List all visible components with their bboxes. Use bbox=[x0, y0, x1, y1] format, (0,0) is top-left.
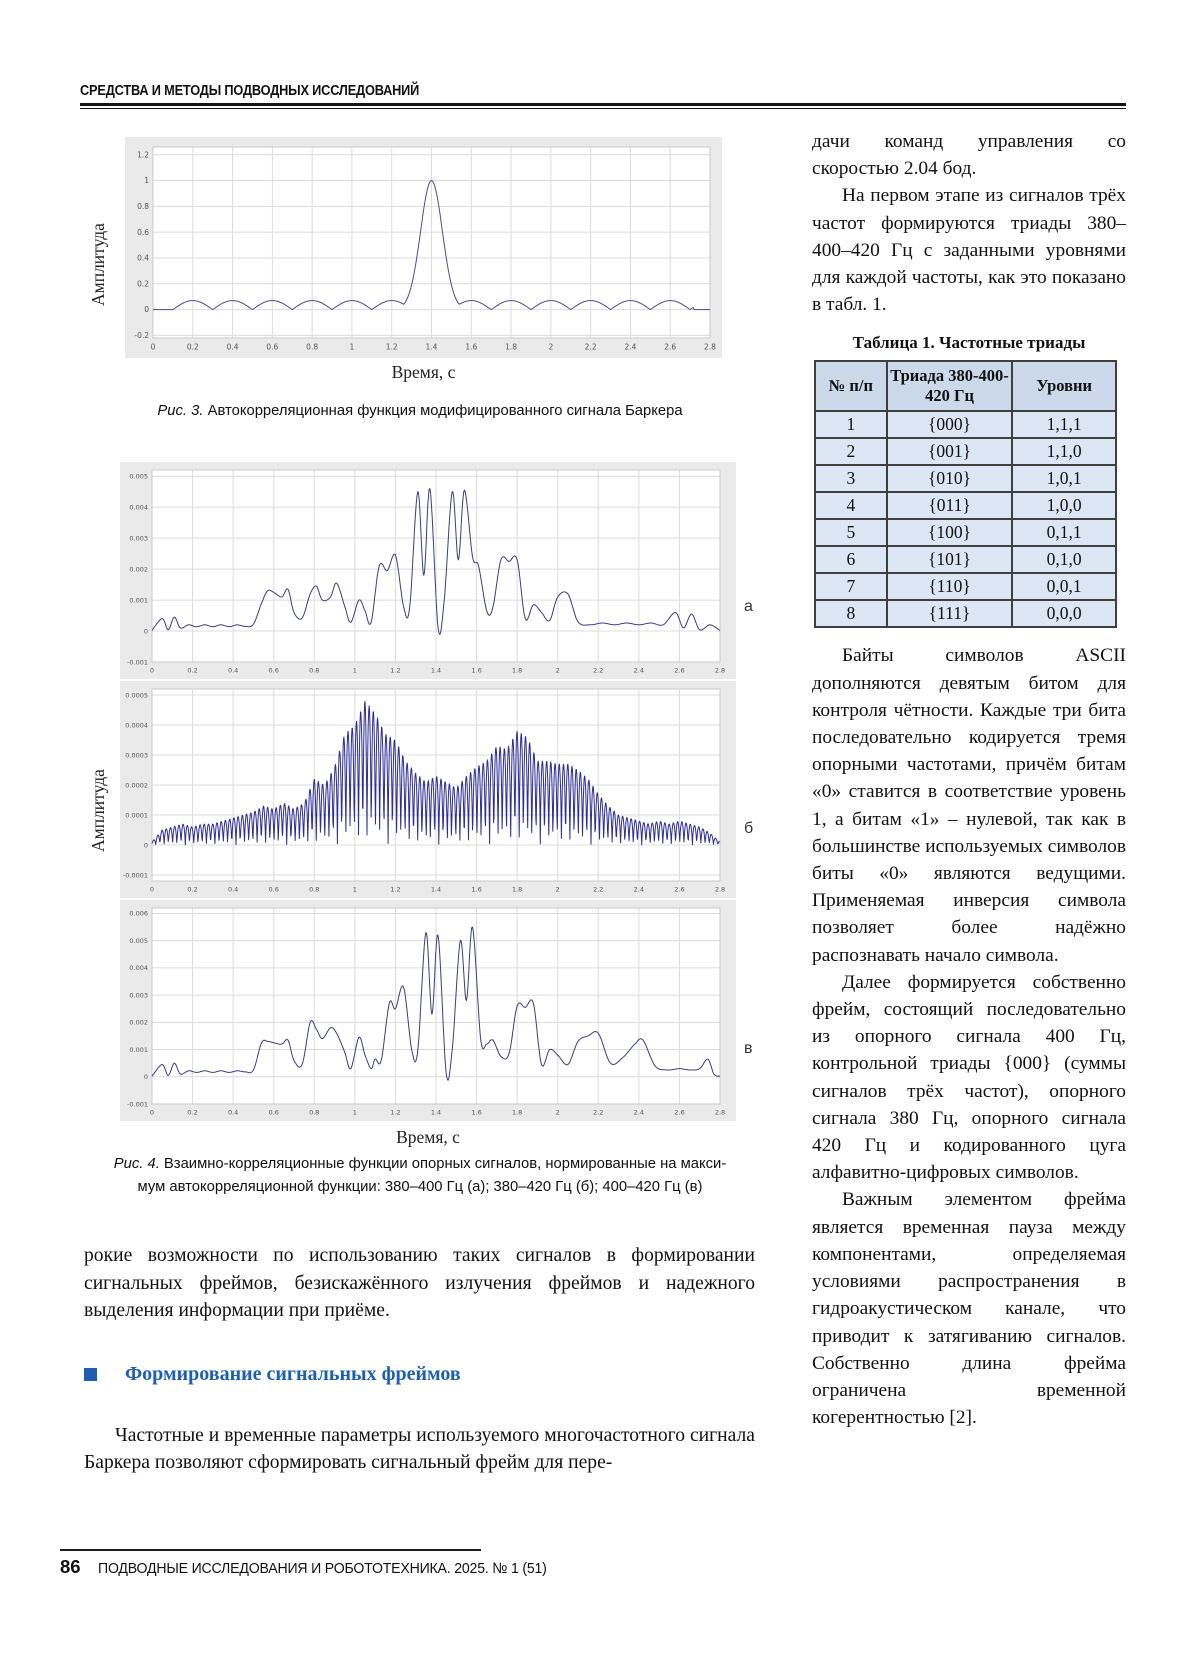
paragraph: Важным элементом фрейма является временная пауза между компонентами, определяемая условиями распространения в гидроакустическом канале, что приводит к затягиванию сигналов. Собственно длина фрейма ограничена временной когерентностью [2]. bbox=[812, 1189, 1126, 1429]
table-row bbox=[815, 546, 1116, 573]
svg-text:0.003: 0.003 bbox=[129, 991, 148, 1000]
svg-text:0.2: 0.2 bbox=[187, 1108, 198, 1117]
page-number: 86 bbox=[60, 1556, 81, 1577]
fig3-chart bbox=[125, 137, 722, 358]
svg-text:0.4: 0.4 bbox=[137, 253, 149, 263]
svg-text:1.6: 1.6 bbox=[471, 885, 482, 894]
fig4b-plot bbox=[120, 681, 736, 898]
footer-journal-title: ПОДВОДНЫЕ ИССЛЕДОВАНИЯ И РОБОТОТЕХНИКА. 2025. № 1 (51) bbox=[97, 1560, 547, 1577]
svg-text:0.0005: 0.0005 bbox=[125, 691, 148, 700]
svg-text:1.4: 1.4 bbox=[430, 885, 442, 894]
table-cell: 8 bbox=[815, 600, 887, 627]
section-heading-text: Формирование сигнальных фреймов bbox=[125, 1362, 461, 1385]
table-header-cell: Триада 380-400-420 Гц bbox=[887, 361, 1013, 411]
table-cell: 5 bbox=[815, 519, 887, 546]
svg-text:1.2: 1.2 bbox=[137, 150, 149, 160]
svg-text:0: 0 bbox=[144, 305, 149, 315]
fig4-subplot-a-label: а bbox=[744, 598, 753, 615]
svg-text:1.6: 1.6 bbox=[465, 342, 478, 352]
svg-text:-0.0001: -0.0001 bbox=[122, 871, 148, 880]
svg-text:1.4: 1.4 bbox=[425, 342, 438, 352]
table-cell: 0,0,0 bbox=[1012, 600, 1116, 627]
fig4-subplot-b-chart bbox=[120, 681, 736, 898]
svg-text:2.8: 2.8 bbox=[714, 1108, 726, 1117]
svg-text:-0.2: -0.2 bbox=[134, 331, 149, 341]
svg-text:0.4: 0.4 bbox=[227, 885, 239, 894]
table-cell: 1,1,0 bbox=[1012, 438, 1116, 465]
svg-text:2.2: 2.2 bbox=[593, 1108, 604, 1117]
fig4c-plot bbox=[120, 900, 736, 1121]
svg-text:2.8: 2.8 bbox=[704, 342, 716, 352]
table-row bbox=[815, 411, 1116, 438]
svg-text:0.6: 0.6 bbox=[268, 1108, 279, 1117]
fig4-subplot-a-chart bbox=[120, 462, 736, 679]
svg-text:0.6: 0.6 bbox=[268, 666, 279, 675]
running-head-rule bbox=[80, 103, 1126, 109]
table-cell: {001} bbox=[887, 438, 1013, 465]
svg-text:0.8: 0.8 bbox=[137, 201, 149, 211]
svg-text:2.2: 2.2 bbox=[593, 885, 604, 894]
svg-text:0.2: 0.2 bbox=[187, 666, 198, 675]
fig4-caption-label: Рис. 4. bbox=[113, 1156, 160, 1172]
table-cell: {100} bbox=[887, 519, 1013, 546]
svg-text:1: 1 bbox=[352, 1108, 357, 1117]
svg-text:2.6: 2.6 bbox=[664, 342, 677, 352]
svg-text:2.8: 2.8 bbox=[714, 666, 726, 675]
svg-text:0: 0 bbox=[150, 342, 156, 352]
table-row bbox=[815, 465, 1116, 492]
table-cell: 3 bbox=[815, 465, 887, 492]
svg-text:1.8: 1.8 bbox=[511, 885, 523, 894]
paragraph: рокие возможности по использованию таких сигналов в формировании сигнальных фреймов, безискажённого излучения фреймов и надежного выделения информации при приёме. bbox=[84, 1245, 755, 1321]
svg-text:2.8: 2.8 bbox=[714, 885, 726, 894]
left-text-column bbox=[84, 1242, 755, 1477]
table-cell: 2 bbox=[815, 438, 887, 465]
svg-text:0.003: 0.003 bbox=[129, 534, 148, 543]
paragraph: дачи команд управления со скоростью 2.04 бод. bbox=[812, 131, 1126, 180]
table-cell: {010} bbox=[887, 465, 1013, 492]
svg-text:1: 1 bbox=[352, 666, 357, 675]
fig4-x-axis-label: Время, с bbox=[396, 1127, 460, 1147]
table-cell: 4 bbox=[815, 492, 887, 519]
table-row bbox=[815, 600, 1116, 627]
table-row bbox=[815, 573, 1116, 600]
table-cell: 1,1,1 bbox=[1012, 411, 1116, 438]
table-cell: {101} bbox=[887, 546, 1013, 573]
svg-text:0.6: 0.6 bbox=[268, 885, 279, 894]
fig4-caption-line1: Рис. 4. Взаимно-корреляционные функции опорных сигналов, нормированные на макси- bbox=[113, 1156, 727, 1172]
paragraph: На первом этапе из сигналов трёх частот формируются триады 380–400–420 Гц с заданными уровнями для каждой частоты, как это показано в табл. 1. bbox=[812, 185, 1126, 316]
table-cell: 1,0,0 bbox=[1012, 492, 1116, 519]
svg-text:1.4: 1.4 bbox=[430, 666, 442, 675]
svg-text:0.4: 0.4 bbox=[226, 342, 239, 352]
svg-text:0.0004: 0.0004 bbox=[125, 721, 148, 730]
fig3-x-axis-label: Время, с bbox=[391, 362, 456, 382]
svg-text:0: 0 bbox=[149, 1108, 155, 1117]
table-cell: 0,1,0 bbox=[1012, 546, 1116, 573]
svg-text:0.4: 0.4 bbox=[227, 1108, 239, 1117]
fig4-y-axis-label: Амплитуда bbox=[88, 769, 108, 852]
fig4-caption-line2: мум автокорреляционной функции: 380–400 Гц (а); 380–420 Гц (б); 400–420 Гц (в) bbox=[137, 1179, 703, 1195]
table-row bbox=[815, 492, 1116, 519]
svg-text:1.6: 1.6 bbox=[471, 666, 482, 675]
svg-text:0.0002: 0.0002 bbox=[125, 781, 148, 790]
table-header-cell: № п/п bbox=[815, 361, 887, 411]
svg-text:0.006: 0.006 bbox=[129, 909, 148, 918]
section-heading bbox=[84, 1363, 755, 1386]
svg-text:2.4: 2.4 bbox=[633, 666, 645, 675]
section-bullet-icon bbox=[84, 1368, 97, 1381]
svg-text:1: 1 bbox=[144, 176, 149, 186]
svg-text:1.4: 1.4 bbox=[430, 1108, 442, 1117]
svg-text:0: 0 bbox=[149, 885, 155, 894]
svg-text:1: 1 bbox=[352, 885, 357, 894]
svg-text:1.2: 1.2 bbox=[390, 885, 401, 894]
svg-text:1.2: 1.2 bbox=[390, 1108, 401, 1117]
svg-text:1.8: 1.8 bbox=[505, 342, 518, 352]
svg-text:2.4: 2.4 bbox=[624, 342, 637, 352]
svg-text:0.002: 0.002 bbox=[129, 565, 148, 574]
fig3-y-axis-label: Амплитуда bbox=[88, 223, 108, 306]
svg-text:2.4: 2.4 bbox=[633, 885, 645, 894]
svg-text:1: 1 bbox=[349, 342, 355, 352]
svg-text:0.004: 0.004 bbox=[129, 503, 148, 512]
svg-text:2: 2 bbox=[555, 1108, 560, 1117]
svg-text:2.2: 2.2 bbox=[593, 666, 604, 675]
svg-text:0.4: 0.4 bbox=[227, 666, 239, 675]
frequency-triads-table bbox=[814, 360, 1117, 628]
svg-text:0.2: 0.2 bbox=[186, 342, 199, 352]
footer-rule bbox=[60, 1549, 481, 1551]
svg-text:0.2: 0.2 bbox=[187, 885, 198, 894]
table-cell: 1 bbox=[815, 411, 887, 438]
svg-text:0.8: 0.8 bbox=[309, 885, 320, 894]
svg-text:0.001: 0.001 bbox=[129, 1045, 148, 1054]
svg-text:2.6: 2.6 bbox=[674, 885, 685, 894]
table-cell: 7 bbox=[815, 573, 887, 600]
svg-text:1.6: 1.6 bbox=[471, 1108, 482, 1117]
svg-text:0.005: 0.005 bbox=[129, 472, 148, 481]
running-head-title: СРЕДСТВА И МЕТОДЫ ПОДВОДНЫХ ИССЛЕДОВАНИЙ bbox=[80, 83, 420, 99]
svg-text:2.4: 2.4 bbox=[633, 1108, 645, 1117]
svg-text:0: 0 bbox=[143, 627, 148, 636]
paragraph: Далее формируется собственно фрейм, состоящий последовательно из опорного сигнала 400 Гц, контрольной триады {000} (суммы сигналов трёх частот), опорного сигнала 380 Гц, опорного сигнала 420 Гц и кодированного цуга алфавитно-цифровых символов. bbox=[812, 971, 1126, 1184]
svg-text:0: 0 bbox=[143, 841, 148, 850]
fig4-subplot-c-chart bbox=[120, 900, 736, 1121]
svg-text:1.2: 1.2 bbox=[385, 342, 398, 352]
svg-text:1.2: 1.2 bbox=[390, 666, 401, 675]
svg-text:0.0003: 0.0003 bbox=[125, 751, 148, 760]
svg-text:0.8: 0.8 bbox=[309, 666, 320, 675]
fig4-subplot-c-label: в bbox=[744, 1040, 753, 1057]
running-head bbox=[80, 82, 1126, 109]
fig3-caption bbox=[84, 400, 756, 423]
svg-text:0.2: 0.2 bbox=[137, 279, 149, 289]
svg-text:2: 2 bbox=[548, 342, 554, 352]
table-cell: 1,0,1 bbox=[1012, 465, 1116, 492]
fig4a-plot bbox=[120, 462, 736, 679]
table-header-row bbox=[815, 361, 1116, 411]
svg-text:2.2: 2.2 bbox=[584, 342, 597, 352]
fig3-caption-text: Автокорреляционная функция модифицированного сигнала Баркера bbox=[203, 403, 683, 419]
svg-text:0.001: 0.001 bbox=[129, 596, 148, 605]
svg-text:0.8: 0.8 bbox=[309, 1108, 320, 1117]
table-row bbox=[815, 519, 1116, 546]
table-cell: {000} bbox=[887, 411, 1013, 438]
svg-text:0.6: 0.6 bbox=[266, 342, 279, 352]
paragraph: Частотные и временные параметры используемого многочастотного сигнала Баркера позволяют сформировать сигнальный фрейм для пере- bbox=[84, 1424, 755, 1473]
svg-text:1.8: 1.8 bbox=[511, 1108, 523, 1117]
table-cell: {111} bbox=[887, 600, 1013, 627]
fig3-caption-label: Рис. 3. bbox=[157, 403, 204, 419]
svg-text:2.6: 2.6 bbox=[674, 666, 685, 675]
fig3-plot bbox=[125, 137, 722, 358]
svg-text:0: 0 bbox=[143, 1073, 148, 1082]
table-cell: 0,1,1 bbox=[1012, 519, 1116, 546]
table-cell: {011} bbox=[887, 492, 1013, 519]
svg-text:2: 2 bbox=[555, 666, 560, 675]
svg-text:0.0001: 0.0001 bbox=[125, 811, 148, 820]
table-row bbox=[815, 438, 1116, 465]
footer bbox=[60, 1556, 575, 1578]
paragraph: Байты символов ASCII дополняются девятым битом для контроля чётности. Каждые три бита последовательно кодируется тремя опорными частотами, причём битам «0» ставится в соответствие уровень 1, а битам «1» – нулевой, так как в большинстве используемых символов биты «0» являются ведущими. Применяемая инверсия символа позволяет более надёжно распознавать начало символа. bbox=[812, 645, 1126, 966]
fig4-caption bbox=[84, 1153, 756, 1199]
table-cell: 6 bbox=[815, 546, 887, 573]
svg-text:0.002: 0.002 bbox=[129, 1018, 148, 1027]
fig4-subplot-b-label: б bbox=[744, 820, 754, 837]
svg-text:1.8: 1.8 bbox=[511, 666, 523, 675]
svg-text:0.6: 0.6 bbox=[137, 227, 149, 237]
svg-text:2.6: 2.6 bbox=[674, 1108, 685, 1117]
svg-text:-0.001: -0.001 bbox=[127, 658, 148, 667]
svg-text:0: 0 bbox=[149, 666, 155, 675]
svg-text:-0.001: -0.001 bbox=[127, 1100, 148, 1109]
svg-text:2: 2 bbox=[555, 885, 560, 894]
svg-text:0.8: 0.8 bbox=[306, 342, 319, 352]
table-header-cell: Уровни bbox=[1012, 361, 1116, 411]
table-cell: {110} bbox=[887, 573, 1013, 600]
right-text-column bbox=[812, 128, 1126, 1431]
svg-text:0.005: 0.005 bbox=[129, 936, 148, 945]
svg-text:0.004: 0.004 bbox=[129, 964, 148, 973]
table1-title: Таблица 1. Частотные триады bbox=[852, 333, 1086, 353]
table-cell: 0,0,1 bbox=[1012, 573, 1116, 600]
